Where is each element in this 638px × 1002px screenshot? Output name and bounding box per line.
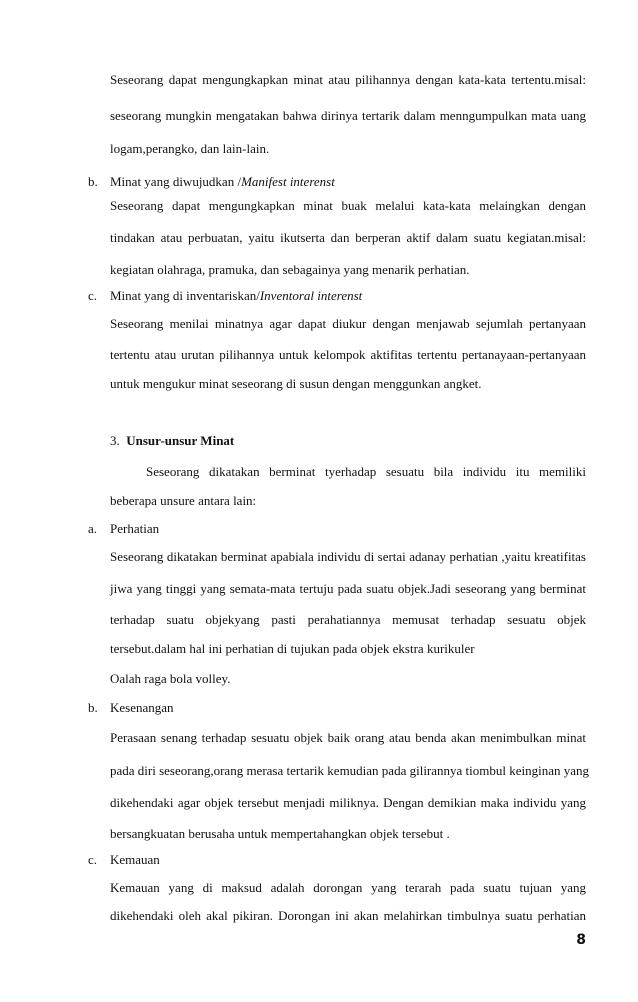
page-number: 8 <box>576 932 586 948</box>
paragraph-line: tertentu atau urutan pilihannya untuk kelompok aktifitas tertentu pertanayaan-pertanyaan <box>110 347 586 362</box>
paragraph-line: untuk mengukur minat seseorang di susun dengan menggunkan angket. <box>110 376 482 391</box>
paragraph-line: beberapa unsure antara lain: <box>110 493 257 508</box>
paragraph-line: pada diri seseorang,orang merasa tertarik kemudian pada gilirannya tiombul keinginan yang <box>110 763 590 778</box>
paragraph-line: jiwa yang tinggi yang semata-mata tertuju pada suatu objek.Jadi seseorang yang berminat <box>110 581 586 596</box>
paragraph-line: Perasaan senang terhadap sesuatu objek baik orang atau benda akan menimbulkan minat <box>110 730 586 745</box>
paragraph-line: Seseorang menilai minatnya agar dapat diukur dengan menjawab sejumlah pertanyaan <box>110 316 586 331</box>
paragraph-line: Seseorang dikatakan berminat tyerhadap sesuatu bila individu itu memiliki <box>146 464 586 479</box>
list-heading-term: Manifest interenst <box>241 174 335 189</box>
list-marker: b. <box>88 700 98 715</box>
paragraph-line: terhadap suatu objekyang pasti perahatiannya memusat terhadap sesuatu objek <box>110 612 586 627</box>
paragraph-line: tindakan atau perbuatan, yaitu ikutserta dan berperan aktif dalam suatu kegiatan.misal: <box>110 230 586 245</box>
paragraph-line: seseorang mungkin mengatakan bahwa dirinya tertarik dalam menngumpulkan mata uang <box>110 108 586 123</box>
list-heading: Kemauan <box>110 852 160 867</box>
list-heading <box>110 174 335 190</box>
section-title: Unsur-unsur Minat <box>126 433 235 448</box>
paragraph-line: Seseorang dapat mengungkapkan minat atau pilihannya dengan kata-kata tertentu.misal: <box>110 72 586 87</box>
section-number: 3. <box>110 433 120 448</box>
paragraph-line: tersebut.dalam hal ini perhatian di tujukan pada objek ekstra kurikuler <box>110 641 475 656</box>
list-heading-text: Minat yang di inventariskan/ <box>110 288 260 303</box>
list-marker: c. <box>88 852 98 867</box>
paragraph-line: Oalah raga bola volley. <box>110 671 231 686</box>
list-heading-text: Minat yang diwujudkan / <box>110 174 242 189</box>
paragraph-line: bersangkuatan berusaha untuk mempertahangkan objek tersebut . <box>110 826 450 841</box>
list-marker: a. <box>88 521 98 536</box>
paragraph-line: Kemauan yang di maksud adalah dorongan yang terarah pada suatu tujuan yang <box>110 880 586 895</box>
list-heading <box>110 288 362 304</box>
list-heading: Kesenangan <box>110 700 174 715</box>
paragraph-line: logam,perangko, dan lain-lain. <box>110 141 270 156</box>
paragraph-line: Seseorang dikatakan berminat apabiala individu di sertai adanay perhatian ,yaitu kreatifitas <box>110 549 586 564</box>
paragraph-line: dikehendaki oleh akal pikiran. Dorongan ini akan melahirkan timbulnya suatu perhatian <box>110 908 586 923</box>
section-heading <box>110 433 234 449</box>
list-marker: b. <box>88 174 98 189</box>
list-heading-term: Inventoral interenst <box>259 288 363 303</box>
list-heading: Perhatian <box>110 521 160 536</box>
paragraph-line: dikehendaki agar objek tersebut menjadi miliknya. Dengan demikian maka individu yang <box>110 795 586 810</box>
paragraph-line: Seseorang dapat mengungkapkan minat buak melalui kata-kata melaingkan dengan <box>110 198 586 213</box>
paragraph-line: kegiatan olahraga, pramuka, dan sebagainya yang menarik perhatian. <box>110 262 470 277</box>
list-marker: c. <box>88 288 98 303</box>
